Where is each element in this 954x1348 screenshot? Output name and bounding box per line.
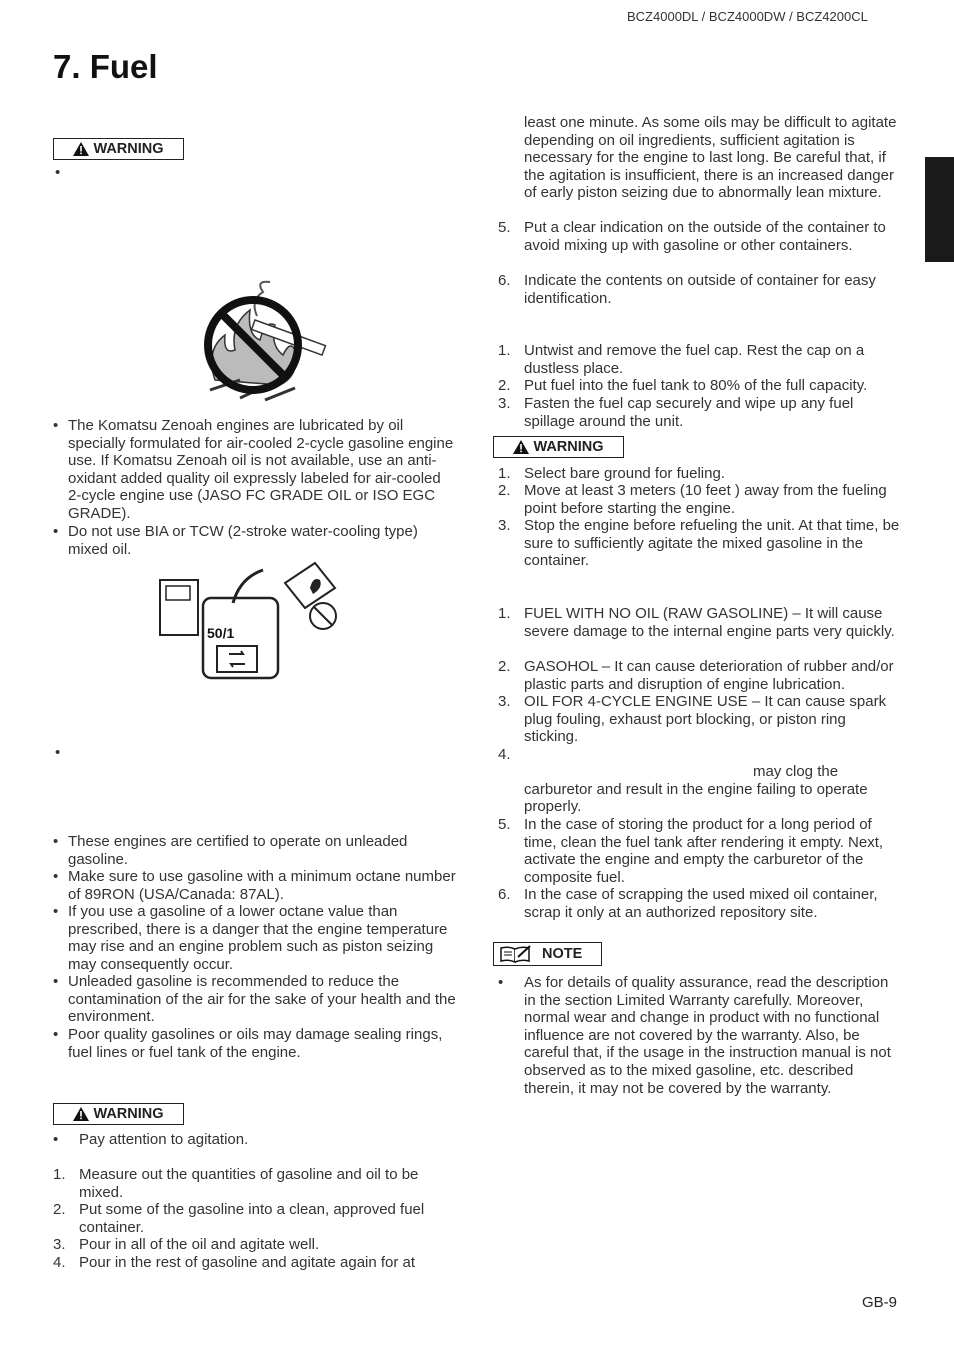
warning-triangle-icon <box>73 1107 89 1121</box>
list-item: 4. Pour in the rest of gasoline and agitate again for at <box>53 1254 416 1271</box>
list-item: • The Komatsu Zenoah engines are lubricated by oil specially formulated for air-cooled 2-cycle gasoline engine use. If Komatsu Zenoah oil is not available, use an anti-oxidant added quality oil expressly labeled for air-cooled 2-cycle engine use (JASO FC GRADE OIL or ISO EGC GRADE). <box>53 417 454 522</box>
ratio-label: 50/1 <box>207 625 235 641</box>
list-item: • These engines are certified to operate on unleaded gasoline. <box>53 833 408 868</box>
bullet: • <box>55 164 61 181</box>
fuel-can-icon <box>155 558 345 683</box>
model-header: BCZ4000DL / BCZ4000DW / BCZ4200CL <box>627 9 868 24</box>
section-tab <box>925 157 954 262</box>
list-item: 1. Untwist and remove the fuel cap. Rest the cap on a dustless place. <box>498 342 865 377</box>
list-item: • Unleaded gasoline is recommended to reduce the contamination of the air for the sake of your health and the environment. <box>53 973 456 1026</box>
list-item: 3. Fasten the fuel cap securely and wipe up any fuel spillage around the unit. <box>498 395 854 430</box>
list-item: may clog the carburetor and result in the engine failing to operate properly. <box>524 763 868 816</box>
list-item: 1. Select bare ground for fueling. <box>498 465 725 482</box>
list-item: 5. Put a clear indication on the outside of the container to avoid mixing up with gasoline or other containers. <box>498 219 886 254</box>
bullet: • <box>55 744 61 761</box>
warning-triangle-icon <box>73 142 89 156</box>
list-item: 2. Put fuel into the fuel tank to 80% of the full capacity. <box>498 377 868 394</box>
page-number: GB-9 <box>862 1294 898 1311</box>
list-item: least one minute. As some oils may be difficult to agitate depending on oil ingredients, sufficient agitation is necessary for the engine to last long. Be careful that, if the agitation is insufficient, there is an increased danger of early piston seizing due to abnormally lean mixture. <box>524 114 897 202</box>
list-item: 6. Indicate the contents on outside of container for easy identification. <box>498 272 876 307</box>
warning-text: WARNING <box>93 1106 164 1122</box>
list-item: 6. In the case of scrapping the used mixed oil container, scrap it only at an authorized repository site. <box>498 886 878 921</box>
warning-text: WARNING <box>533 439 604 455</box>
list-item: 1. Measure out the quantities of gasoline and oil to be mixed. <box>53 1166 419 1201</box>
warning-label <box>53 1103 184 1125</box>
list-item: 2. Move at least 3 meters (10 feet ) away from the fueling point before starting the engine. <box>498 482 887 517</box>
warning-text: WARNING <box>93 141 164 157</box>
list-item: • Make sure to use gasoline with a minimum octane number of 89RON (USA/Canada: 87AL). <box>53 868 456 903</box>
list-item: 3. Pour in all of the oil and agitate well. <box>53 1236 320 1253</box>
list-item: 2. Put some of the gasoline into a clean, approved fuel container. <box>53 1201 425 1236</box>
note-label <box>493 942 602 966</box>
list-item: • Poor quality gasolines or oils may damage sealing rings, fuel lines or fuel tank of the engine. <box>53 1026 443 1061</box>
list-item: 3. Stop the engine before refueling the unit. At that time, be sure to sufficiently agitate the mixed gasoline in the container. <box>498 517 900 570</box>
list-item: 3. OIL FOR 4-CYCLE ENGINE USE – It can cause spark plug fouling, exhaust port blocking, or piston ring sticking. <box>498 693 887 746</box>
list-item: 2. GASOHOL – It can cause deterioration of rubber and/or plastic parts and disruption of engine lubrication. <box>498 658 894 693</box>
list-item: • If you use a gasoline of a lower octane value than prescribed, there is a danger that the engine temperature may rise and an engine problem such as piston seizing may consequently occur. <box>53 903 448 973</box>
list-item: 1. FUEL WITH NO OIL (RAW GASOLINE) – It will cause severe damage to the internal engine parts very quickly. <box>498 605 895 640</box>
warning-label <box>53 138 184 160</box>
list-item: • Do not use BIA or TCW (2-stroke water-cooling type) mixed oil. <box>53 523 418 558</box>
no-smoking-fire-icon <box>195 280 335 410</box>
page-title: 7. Fuel <box>53 48 158 85</box>
note-text: NOTE <box>542 946 583 962</box>
warning-triangle-icon <box>513 440 529 454</box>
note-book-icon <box>500 945 532 963</box>
list-item: • Pay attention to agitation. <box>53 1131 249 1148</box>
list-item: 5. In the case of storing the product for a long period of time, clean the fuel tank after rendering it empty. Next, activate the engine and empty the carburetor of the composite fuel. <box>498 816 884 886</box>
warning-label <box>493 436 624 458</box>
list-item: • As for details of quality assurance, read the description in the section Limited Warranty carefully. Moreover, normal wear and change in product with no functional influence are not covered by the warranty. Also, be careful that, if the usage in the instruction manual is not observed as to the mixed gasoline, etc. described therein, it may not be covered by the warranty. <box>498 974 891 1097</box>
